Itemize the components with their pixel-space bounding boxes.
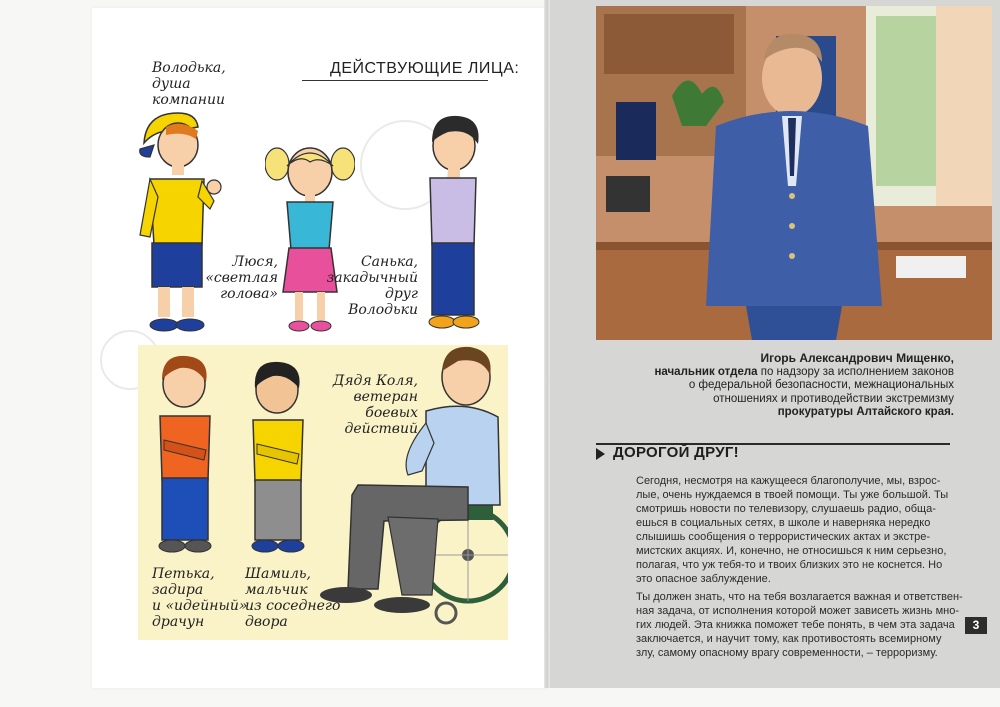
sanka-illustration	[418, 110, 488, 335]
caption-petka: Петька, задира и «идейный» драчун	[152, 566, 248, 630]
triangle-bullet-icon	[596, 448, 605, 460]
caption-volodka: Володька, душа компании	[152, 60, 226, 108]
photo-credit: Игорь Александрович Мищенко, начальник отдела по надзору за исполнением законов о федеральной безопасности, межнациональных отношениях и противодействии экстремизму прокуратуры Алтайского края.	[654, 351, 954, 418]
volodka-illustration	[136, 105, 226, 340]
prosecutor-photo	[596, 6, 992, 340]
official-name: Игорь Александрович Мищенко,	[760, 351, 954, 365]
book-gutter	[544, 0, 550, 688]
caption-dyadya-kolya: Дядя Коля, ветеран боевых действий	[332, 373, 418, 437]
caption-lyusya: Люся, «светлая голова»	[205, 254, 278, 302]
heading-underline	[302, 80, 488, 81]
greeting-heading: ДОРОГОЙ ДРУГ!	[613, 444, 739, 461]
letter-body	[636, 474, 963, 660]
petka-illustration	[150, 352, 220, 557]
official-position: начальник отдела по надзору за исполнением законов	[654, 365, 954, 378]
page-number: 3	[965, 617, 987, 634]
characters-heading: ДЕЙСТВУЮЩИЕ ЛИЦА:	[330, 60, 520, 77]
paragraph-1: Сегодня, несмотря на кажущееся благополучие, мы, взрос- лые, очень нуждаемся в твоей помощи. Ты уже большой. Ты смотришь новости по телевизору, слушаешь радио, обща- ешься в социальных сетях, в школе и наверняка нередко слышишь сообщения о террористических актах и экстре- мистских акциях. И, конечно, не относишься к ним серьезно, полагая, что уж тебя-то и твоих близких это не коснется. Но это опасное заблуждение.	[636, 475, 949, 585]
caption-shamil: Шамиль, мальчик из соседнего двора	[245, 566, 341, 630]
organization-name: прокуратуры Алтайского края.	[777, 406, 954, 418]
caption-sanka: Санька, закадычный друг Володьки	[326, 254, 418, 318]
shamil-illustration	[243, 358, 313, 558]
paragraph-2: Ты должен знать, что на тебя возлагается важная и ответствен- ная задача, от исполнения которой может зависеть жизнь мно- гих людей. Эта книжка поможет тебе понять, в чем эта задача заключается, и научит тому, как противостоять всемирному злу, самому опасному врагу современности, – терроризму.	[636, 591, 963, 659]
